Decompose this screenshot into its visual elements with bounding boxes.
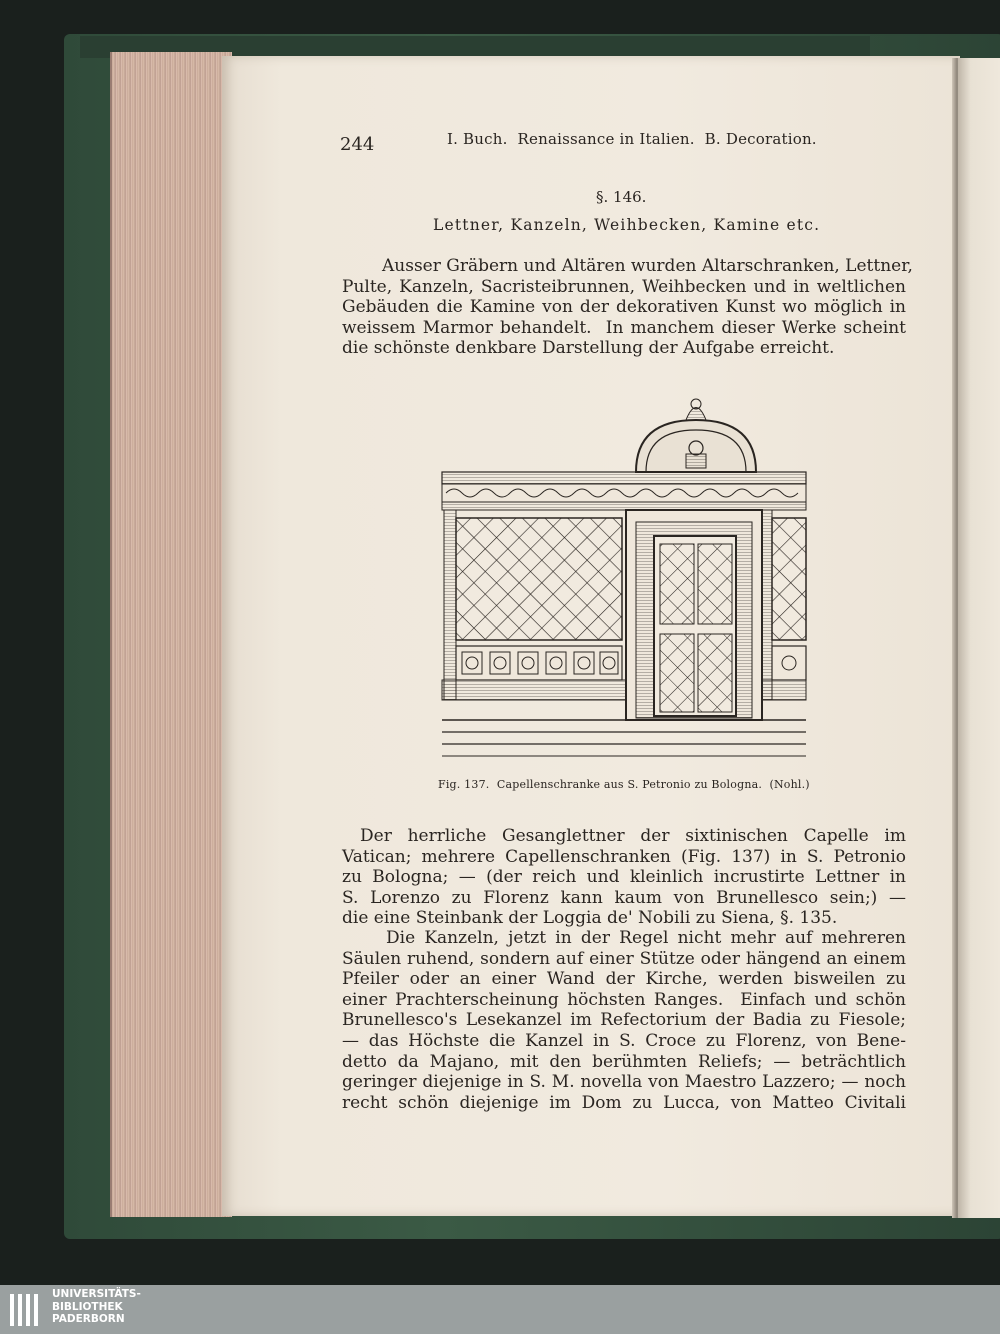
- paragraph-intro: [342, 256, 913, 359]
- text-line: weissem Marmor behandelt. In manchem dieser Werke scheint: [342, 317, 906, 338]
- text-line: die schönste denkbare Darstellung der Aufgabe erreicht.: [342, 338, 835, 359]
- text-line: recht schön diejenige im Dom zu Lucca, von Matteo Civitali: [342, 1092, 906, 1113]
- paragraph-lettner: [342, 826, 906, 929]
- paragraph-kanzeln: [342, 928, 906, 1113]
- text-line: Pulte, Kanzeln, Sacristeibrunnen, Weihbecken und in weltlichen: [342, 276, 906, 297]
- library-name: [52, 1288, 141, 1326]
- library-footer-bar: [0, 1285, 1000, 1334]
- text-line: Vatican; mehrere Capellenschranken (Fig. 137) in S. Petronio: [342, 846, 906, 867]
- text-line: Pfeiler oder an einer Wand der Kirche, werden bisweilen zu: [342, 969, 906, 990]
- text-line: Säulen ruhend, sondern auf einer Stütze oder hängend an einem: [342, 948, 906, 969]
- text-line: Gebäuden die Kamine von der dekorativen Kunst wo möglich in: [342, 297, 906, 318]
- library-logo-icon: [8, 1290, 46, 1330]
- text-line: die eine Steinbank der Loggia de' Nobili zu Siena, §. 135.: [342, 908, 838, 929]
- library-name-line: BIBLIOTHEK: [52, 1300, 123, 1313]
- text-line: S. Lorenzo zu Florenz kann kaum von Brunellesco sein;) —: [342, 887, 906, 908]
- library-name-line: UNIVERSITÄTS-: [52, 1288, 141, 1300]
- page-number: 244: [340, 134, 375, 155]
- text-line: Die Kanzeln, jetzt in der Regel nicht mehr auf mehreren: [386, 928, 906, 948]
- section-number: §. 146.: [596, 188, 647, 206]
- running-title: I. Buch. Renaissance in Italien. B. Decoration.: [447, 130, 817, 148]
- figure-capellenschranke: [440, 390, 808, 774]
- figure-caption: Fig. 137. Capellenschranke aus S. Petronio zu Bologna. (Nohl.): [438, 778, 810, 791]
- text-line: — das Höchste die Kanzel in S. Croce zu Florenz, von Bene-: [342, 1030, 906, 1051]
- section-title: Lettner, Kanzeln, Weihbecken, Kamine etc.: [433, 216, 821, 234]
- text-line: Der herrliche Gesanglettner der sixtinischen Capelle im: [360, 826, 906, 846]
- text-line: geringer diejenige in S. M. novella von Maestro Lazzero; — noch: [342, 1072, 906, 1093]
- library-name-line: PADERBORN: [52, 1313, 125, 1325]
- page-edges: [110, 52, 232, 1217]
- text-line: zu Bologna; — (der reich und kleinlich incrustirte Lettner in: [342, 867, 906, 888]
- text-line: Ausser Gräbern und Altären wurden Altarschranken, Lettner,: [382, 256, 913, 276]
- text-line: detto da Majano, mit den berühmten Reliefs; — beträchtlich: [342, 1051, 906, 1072]
- text-line: einer Prachterscheinung höchsten Ranges. Einfach und schön: [342, 989, 906, 1010]
- facing-page-edge: [958, 58, 1000, 1218]
- text-line: Brunellesco's Lesekanzel im Refectorium der Badia zu Fiesole;: [342, 1010, 906, 1031]
